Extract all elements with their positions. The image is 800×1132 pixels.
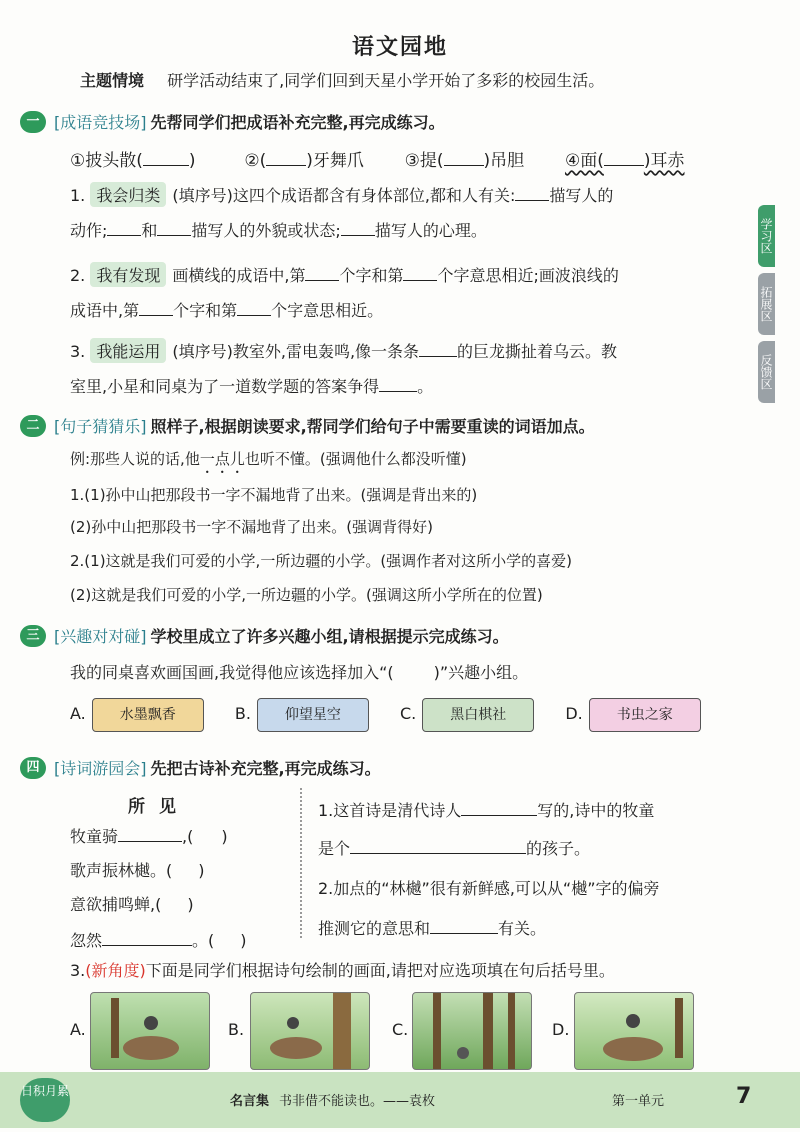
idiom3-blank[interactable] (444, 165, 484, 166)
q1-blank2[interactable] (107, 235, 141, 236)
q2-l2a: 成语中,第 (70, 301, 140, 320)
section3-title: 学校里成立了许多兴趣小组,请根据提示完成练习。 (150, 627, 509, 646)
option-a[interactable]: 水墨飘香 (92, 698, 204, 732)
s3-question (70, 660, 528, 683)
q2-l2b: 个字和第 (173, 301, 238, 320)
quote-label: 名言集 (230, 1094, 270, 1109)
q3-l2b: 。 (417, 377, 434, 396)
section2-title: 照样子,根据朗读要求,帮同学们给句子中需要重读的词语加点。 (150, 417, 595, 436)
footer-bar (0, 1072, 800, 1128)
poem-l1c: ) (221, 827, 228, 846)
poem-line3 (70, 892, 194, 915)
s3-question-b: )”兴趣小组。 (433, 663, 529, 682)
pic-d-image[interactable] (574, 992, 694, 1070)
option-c[interactable]: 黑白棋社 (422, 698, 534, 732)
q2-l1c: 个字意思相近;画波浪线的 (437, 266, 619, 285)
poem-l4c: ) (240, 931, 247, 950)
s4-q2b: 推测它的意思和 (318, 919, 431, 938)
q2-line1 (70, 262, 619, 287)
section1-number: 一 (20, 111, 46, 133)
pic-c-image[interactable] (412, 992, 532, 1070)
q2-line2 (70, 298, 383, 321)
q1-tag: 我会归类 (90, 182, 166, 207)
pic-c-illustration (413, 993, 531, 1069)
theme-text: 研学活动结束了,同学们回到天星小学开始了多彩的校园生活。 (167, 71, 605, 90)
page-title: 语文园地 (351, 35, 448, 60)
poem-l2a: 歌声振林樾。( (70, 861, 173, 880)
poem-blank1[interactable] (118, 841, 182, 842)
q3-blank1[interactable] (419, 356, 457, 357)
s4-q1d: 的孩子。 (526, 839, 591, 858)
q3-l2a: 室里,小星和同桌为了一道数学题的答案争得 (70, 377, 380, 396)
pic-d-label: D. (552, 1020, 570, 1039)
poem-line4 (70, 928, 247, 951)
q1-text-end: 描写人的 (549, 186, 614, 205)
s2-line1[interactable]: 1.(1)孙中山把那段书一字不漏地背了出来。(强调是背出来的) (70, 486, 478, 504)
q1-blank3[interactable] (157, 235, 191, 236)
idiom3-a: ③提( (404, 151, 444, 171)
poem-title: 所见 (128, 797, 190, 817)
q2-l1b: 个字和第 (339, 266, 404, 285)
poem-l2c: ) (198, 861, 205, 880)
section1-heading (20, 110, 445, 133)
q3-tag: 我能运用 (90, 338, 166, 363)
theme-label: 主题情境 (80, 71, 145, 90)
section4-bracket: [诗词游园会] (54, 759, 147, 778)
option-c-letter: C. (400, 704, 417, 723)
q2-l1a: 画横线的成语中,第 (172, 266, 306, 285)
tab-extend[interactable]: 拓展区 (758, 273, 775, 335)
q1-prefix: 1. (70, 186, 86, 205)
section4-number: 四 (20, 757, 46, 779)
meaning-blank[interactable] (430, 933, 498, 934)
s2-line4[interactable]: (2)这就是我们可爱的小学,一所边疆的小学。(强调这所小学所在的位置) (70, 586, 543, 604)
option-d[interactable]: 书虫之家 (589, 698, 701, 732)
poet-blank[interactable] (461, 815, 537, 816)
poem-l4b: 。( (192, 931, 215, 950)
new-angle-tag: (新角度) (85, 961, 146, 980)
idiom4-a: ④面( (564, 151, 604, 171)
pic-a-image[interactable] (90, 992, 210, 1070)
poem-blank4[interactable] (102, 945, 192, 946)
idiom1-a: ①披头散( (70, 151, 143, 171)
idiom1-blank[interactable] (143, 165, 189, 166)
poem-line1 (70, 824, 228, 847)
q1-l2d: 描写人的心理。 (374, 221, 487, 240)
q3-prefix: 3. (70, 342, 86, 361)
example-line (70, 448, 467, 477)
poem-l1a: 牧童骑 (70, 827, 119, 846)
q1-l2a: 动作; (70, 221, 108, 240)
poem-line2 (70, 858, 205, 881)
option-a-letter: A. (70, 704, 86, 723)
q2-l2c: 个字意思相近。 (271, 301, 384, 320)
poem-l3a: 意欲捕鸣蝉,( (70, 895, 162, 914)
s4-q1c: 是个 (318, 839, 351, 858)
q2-blank4[interactable] (237, 315, 271, 316)
section3-bracket: [兴趣对对碰] (54, 627, 147, 646)
option-b[interactable]: 仰望星空 (257, 698, 369, 732)
idiom2-a: ②( (244, 151, 267, 171)
s4-q2-line1: 2.加点的“林樾”很有新鲜感,可以从“樾”字的偏旁 (318, 879, 660, 898)
pic-b-illustration (251, 993, 369, 1069)
q3-l1a: (填序号)教室外,雷电轰鸣,像一条条 (172, 342, 420, 361)
q2-blank2[interactable] (403, 280, 437, 281)
s2-line3[interactable]: 2.(1)这就是我们可爱的小学,一所边疆的小学。(强调作者对这所小学的喜爱) (70, 552, 573, 570)
s4-q1-line2 (318, 836, 590, 859)
idiom1-b: ) (188, 151, 196, 171)
q2-prefix: 2. (70, 266, 86, 285)
theme-line (80, 68, 604, 91)
page-number: 7 (736, 1084, 752, 1109)
s4-q1-line1 (318, 798, 654, 821)
q1-blank4[interactable] (341, 235, 375, 236)
example-emph: 一点儿 (199, 450, 245, 468)
q1-l2b: 和 (141, 221, 158, 240)
s3-question-a: 我的同桌喜欢画国画,我觉得他应该选择加入“( (70, 663, 394, 682)
s3-options (70, 698, 727, 732)
s4-q2c: 有关。 (498, 919, 547, 938)
idiom2-b: )牙舞爪 (306, 151, 364, 171)
s4-q3-prefix: 3. (70, 961, 86, 980)
side-tabs (758, 205, 800, 409)
q1-line1 (70, 182, 613, 207)
s4-q1b: 写的,诗中的牧童 (537, 801, 655, 820)
q1-blank1[interactable] (515, 200, 549, 201)
q3-blank2[interactable] (379, 391, 417, 392)
idiom4-b: )耳赤 (643, 151, 685, 171)
q3-line2 (70, 374, 433, 397)
s4-q2-line2 (318, 916, 546, 939)
tab-feedback[interactable]: 反馈区 (758, 341, 775, 403)
idiom2-blank[interactable] (266, 165, 306, 166)
daily-logo: 日积月累 (20, 1078, 70, 1122)
q3-l1b: 的巨龙撕扯着乌云。教 (457, 342, 618, 361)
section3-number: 三 (20, 625, 46, 647)
unit-label: 第一单元 (612, 1094, 665, 1109)
poem-l3c: ) (187, 895, 194, 914)
s4-q3-text: 下面是同学们根据诗句绘制的画面,请把对应选项填在句后括号里。 (145, 961, 615, 980)
option-d-letter: D. (565, 704, 583, 723)
q2-tag: 我有发现 (90, 262, 166, 287)
section4-title: 先把古诗补充完整,再完成练习。 (150, 759, 381, 778)
section2-number: 二 (20, 415, 46, 437)
example-b: 也听不懂。(强调他什么都没听懂) (244, 450, 467, 468)
example-a: 例:那些人说的话,他 (70, 450, 200, 468)
q1-l2c: 描写人的外貌或状态; (191, 221, 341, 240)
pic-b-label: B. (228, 1020, 245, 1039)
section2-bracket: [句子猜猜乐] (54, 417, 147, 436)
section1-title: 先帮同学们把成语补充完整,再完成练习。 (150, 113, 445, 132)
idiom-row (70, 146, 685, 171)
poem-l4a: 忽然 (70, 931, 103, 950)
pic-a-label: A. (70, 1020, 86, 1039)
section4-heading (20, 756, 381, 779)
q1-text: (填序号)这四个成语都含有身体部位,都和人有关: (172, 186, 516, 205)
q3-line1 (70, 338, 617, 363)
pic-b-image[interactable] (250, 992, 370, 1070)
q2-blank1[interactable] (305, 280, 339, 281)
footer-quote (230, 1090, 435, 1109)
poem-l1b: ,( (182, 827, 194, 846)
pic-c-label: C. (392, 1020, 409, 1039)
poem-divider (300, 788, 302, 938)
s4-q1a: 1.这首诗是清代诗人 (318, 801, 462, 820)
q2-blank3[interactable] (139, 315, 173, 316)
pic-a-illustration (91, 993, 209, 1069)
section3-heading (20, 624, 509, 647)
idiom4-blank[interactable] (604, 165, 644, 166)
s4-q3 (70, 958, 615, 981)
tab-study[interactable]: 学习区 (758, 205, 775, 267)
q1-line2 (70, 218, 487, 241)
idiom3-b: )吊胆 (483, 151, 525, 171)
option-b-letter: B. (234, 704, 251, 723)
s2-line2[interactable]: (2)孙中山把那段书一字不漏地背了出来。(强调背得好) (70, 518, 433, 536)
child-blank[interactable] (350, 853, 526, 854)
quote-text: 书非借不能读也。——袁枚 (279, 1094, 436, 1109)
section2-heading (20, 414, 595, 437)
pic-d-illustration (575, 993, 693, 1069)
section1-bracket: [成语竞技场] (54, 113, 147, 132)
